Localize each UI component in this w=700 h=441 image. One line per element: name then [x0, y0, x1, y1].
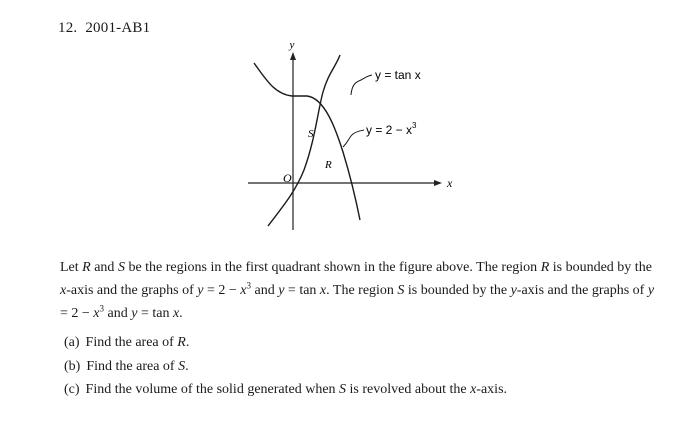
var-x: x: [93, 306, 100, 321]
part-label: (b): [64, 358, 81, 374]
var-r: R: [177, 335, 186, 350]
part-b: [64, 355, 660, 379]
var-y: y: [647, 283, 655, 298]
text-segment: be the regions in the first quadrant shown in the figure above. The region: [128, 260, 538, 275]
cubic-curve-label-exp: 3: [412, 121, 417, 130]
text-segment: is bounded by the: [552, 260, 652, 275]
var-s: S: [178, 358, 186, 374]
part-text: .: [185, 358, 189, 374]
part-text: Find the area of: [86, 358, 175, 374]
part-text: Find the area of: [85, 335, 174, 350]
problem-paragraph: [60, 256, 660, 325]
part-text: is revolved about the: [349, 382, 467, 397]
text-segment: = tan: [287, 283, 317, 298]
y-axis-label: y: [289, 39, 295, 51]
var-x: x: [319, 283, 327, 298]
region-s-label: S: [308, 128, 314, 140]
text-segment: = 2 −: [60, 306, 90, 321]
var-x: x: [60, 283, 67, 298]
part-a: [64, 331, 660, 355]
part-label: (a): [64, 335, 80, 350]
text-segment: = 2 −: [206, 283, 237, 298]
x-axis-label: x: [447, 176, 453, 190]
cubic-label-leader: [343, 130, 364, 147]
text-segment: -axis and the graphs of: [66, 283, 194, 298]
part-text: .: [185, 335, 190, 350]
cubic-curve-label: [366, 121, 417, 137]
text-segment: .: [179, 306, 183, 321]
part-label: (c): [64, 382, 80, 397]
var-x: x: [470, 382, 477, 397]
part-c: [64, 378, 660, 402]
tan-label-leader: [351, 75, 372, 95]
problem-parts: [60, 331, 660, 402]
var-s: S: [397, 283, 405, 298]
var-x: x: [240, 283, 247, 298]
part-text: Find the volume of the solid generated when: [85, 382, 336, 397]
region-r-label: R: [325, 159, 332, 171]
tan-curve: [268, 55, 340, 226]
text-segment: and: [254, 283, 275, 298]
x-axis-arrow: [434, 180, 442, 186]
problem-number: 12.: [58, 20, 78, 36]
cubic-curve-label-base: y = 2 − x: [366, 123, 413, 137]
var-r: R: [540, 260, 550, 275]
var-y: y: [131, 306, 138, 321]
var-x: x: [172, 306, 180, 321]
exponent: 3: [99, 303, 105, 314]
var-y: y: [197, 283, 204, 298]
part-text: -axis.: [476, 382, 508, 397]
var-y: y: [278, 283, 285, 298]
text-segment: and: [107, 306, 128, 321]
y-axis-arrow: [290, 52, 296, 60]
var-y: y: [510, 283, 517, 298]
text-segment: . The region: [326, 283, 394, 298]
tan-curve-label: y = tan x: [375, 68, 421, 82]
cubic-curve: [254, 63, 360, 220]
problem-statement: [60, 256, 660, 402]
text-segment: is bounded by the: [407, 283, 508, 298]
text-segment: -axis and the graphs of: [516, 283, 645, 298]
text-segment: and: [94, 260, 115, 275]
problem-source: 2001-AB1: [85, 20, 151, 36]
var-r: R: [82, 260, 91, 275]
origin-label: O: [283, 171, 292, 185]
text-segment: = tan: [140, 306, 170, 321]
var-s: S: [117, 260, 125, 275]
text-segment: Let: [60, 260, 79, 275]
var-s: S: [339, 382, 347, 397]
exponent: 3: [246, 280, 251, 291]
